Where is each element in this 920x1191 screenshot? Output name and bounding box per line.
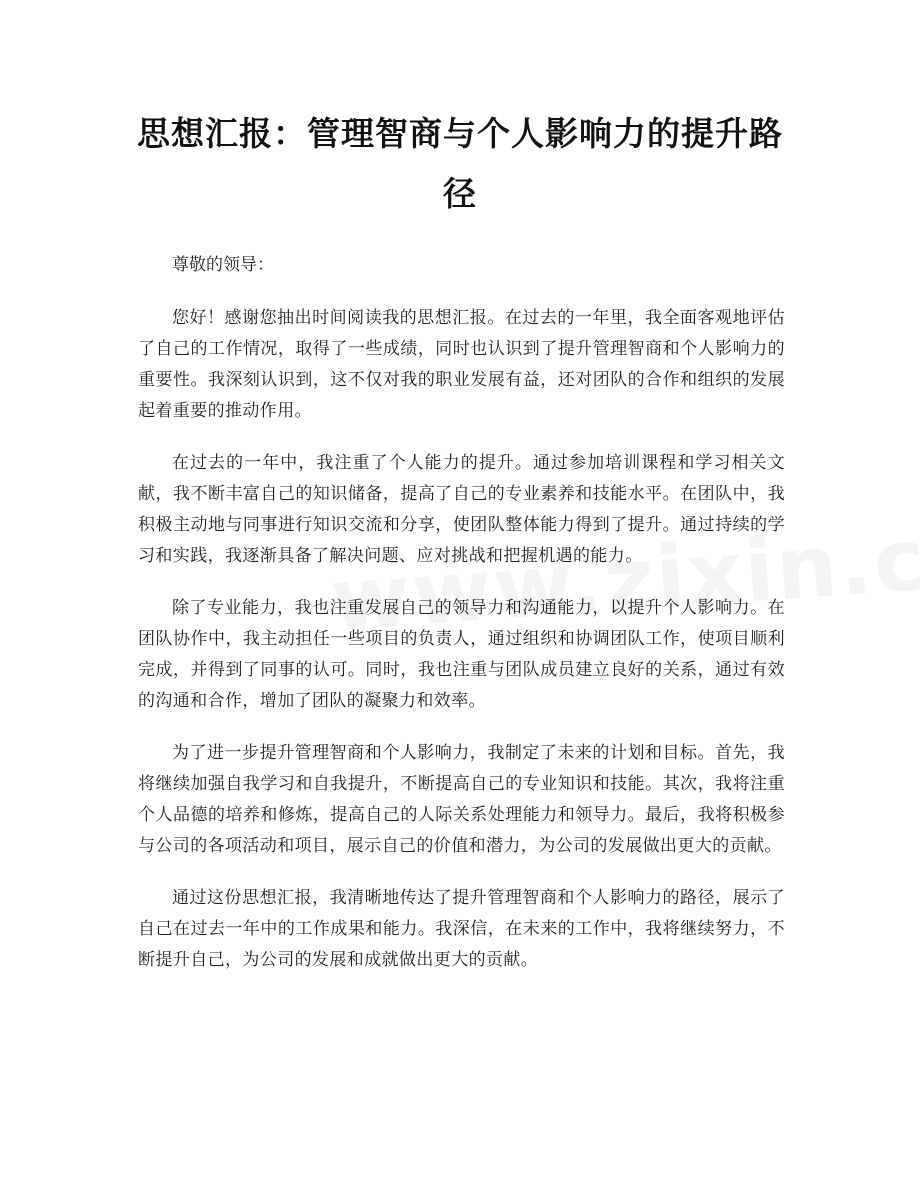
document-body (138, 250, 785, 997)
paragraph-2: 在过去的一年中，我注重了个人能力的提升。通过参加培训课程和学习相关文献，我不断丰富自己的知识储备，提高了自己的专业素养和技能水平。在团队中，我积极主动地与同事进行知识交流和分享，使团队整体能力得到了提升。通过持续的学习和实践，我逐渐具备了解决问题、应对挑战和把握机遇的能力。 (138, 453, 785, 566)
paragraph-4: 为了进一步提升管理智商和个人影响力，我制定了未来的计划和目标。首先，我将继续加强自我学习和自我提升，不断提高自己的专业知识和技能。其次，我将注重个人品德的培养和修炼，提高自己的人际关系处理能力和领导力。最后，我将积极参与公司的各项活动和项目，展示自己的价值和潜力，为公司的发展做出更大的贡献。 (138, 743, 785, 856)
paragraph-3: 除了专业能力，我也注重发展自己的领导力和沟通能力，以提升个人影响力。在团队协作中，我主动担任一些项目的负责人，通过组织和协调团队工作，使项目顺利完成，并得到了同事的认可。同时，我也注重与团队成员建立良好的关系，通过有效的沟通和合作，增加了团队的凝聚力和效率。 (138, 598, 785, 711)
paragraph-1: 您好！感谢您抽出时间阅读我的思想汇报。在过去的一年里，我全面客观地评估了自己的工作情况，取得了一些成绩，同时也认识到了提升管理智商和个人影响力的重要性。我深刻认识到，这不仅对我的职业发展有益，还对团队的合作和组织的发展起着重要的推动作用。 (138, 308, 785, 421)
paragraph-5: 通过这份思想汇报，我清晰地传达了提升管理智商和个人影响力的路径，展示了自己在过去一年中的工作成果和能力。我深信，在未来的工作中，我将继续努力，不断提升自己，为公司的发展和成就做出更大的贡献。 (138, 888, 785, 970)
document-title: 思想汇报：管理智商与个人影响力的提升路径 (137, 114, 783, 213)
salutation: 尊敬的领导： (172, 255, 274, 275)
